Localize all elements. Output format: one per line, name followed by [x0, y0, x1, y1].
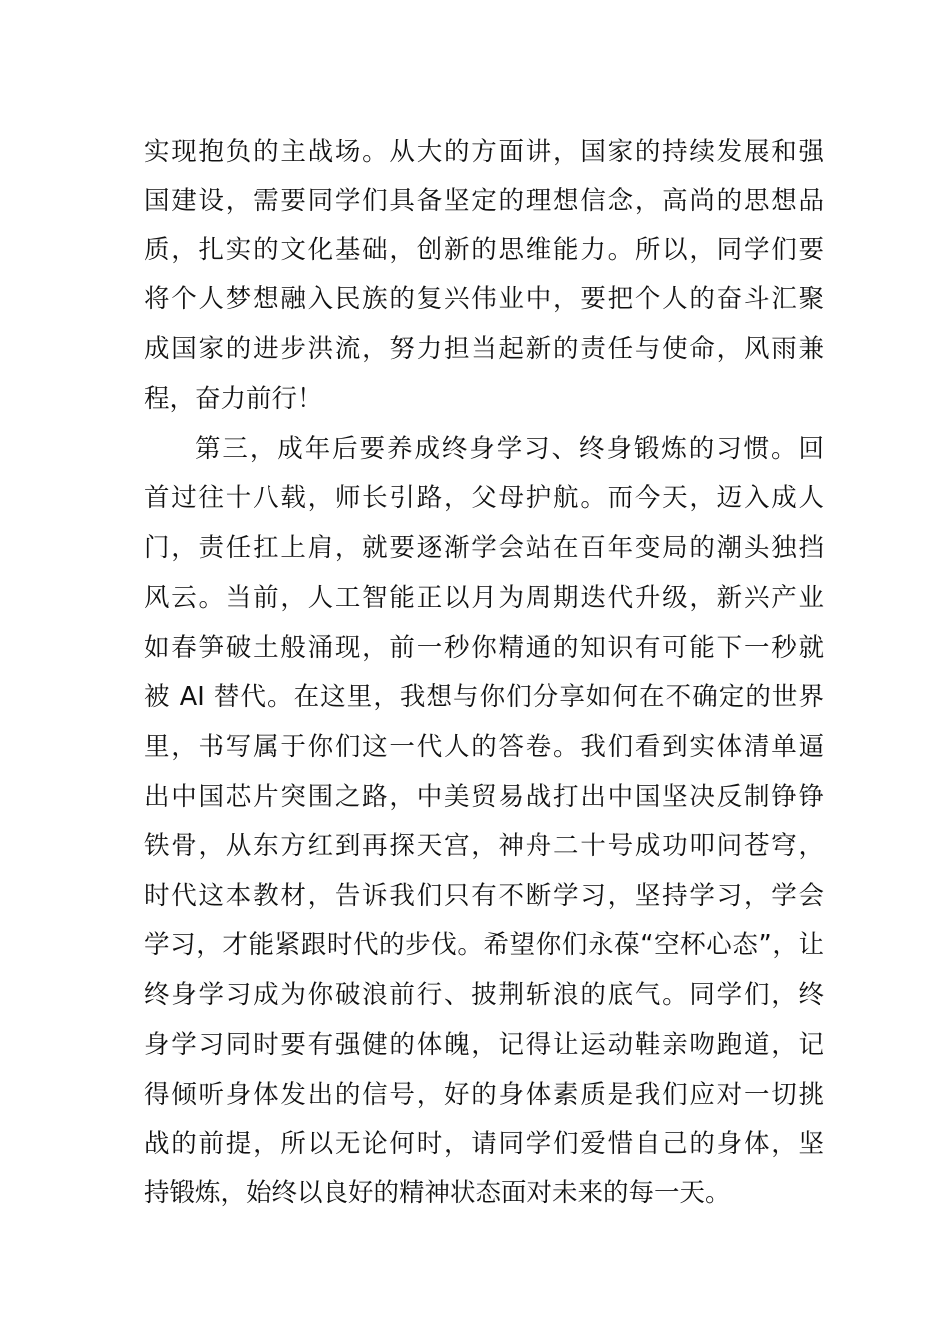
text-line: 质，扎实的文化基础，创新的思维能力。所以，同学们要: [144, 235, 824, 265]
text-line: 程，奋力前行！: [144, 384, 323, 414]
text-line: 实现抱负的主战场。从大的方面讲，国家的持续发展和强: [144, 137, 824, 167]
text-line: 得倾听身体发出的信号，好的身体素质是我们应对一切挑: [144, 1080, 824, 1110]
text-line: 时代这本教材，告诉我们只有不断学习，坚持学习，学会: [144, 881, 824, 911]
text-line: 如春笋破土般涌现，前一秒你精通的知识有可能下一秒就: [144, 633, 824, 663]
text-line: 成国家的进步洪流，努力担当起新的责任与使命，风雨兼: [144, 334, 824, 364]
text-line: 门，责任扛上肩，就要逐渐学会站在百年变局的潮头独挡: [144, 533, 824, 563]
text-line: 学习，才能紧跟时代的步伐。希望你们永葆“空杯心态”，让: [144, 930, 824, 960]
text-line: 第三，成年后要养成终身学习、终身锻炼的习惯。回: [195, 434, 824, 464]
text-line: 里，书写属于你们这一代人的答卷。我们看到实体清单逼: [144, 732, 824, 762]
text-line: 首过往十八载，师长引路，父母护航。而今天，迈入成人: [144, 483, 824, 513]
text-line: 铁骨，从东方红到再探天宫，神舟二十号成功叩问苍穹，: [144, 831, 824, 861]
text-line: 终身学习成为你破浪前行、披荆斩浪的底气。同学们，终: [144, 980, 824, 1010]
text-line: 战的前提，所以无论何时，请同学们爱惜自己的身体，坚: [144, 1129, 824, 1159]
text-line: 持锻炼，始终以良好的精神状态面对未来的每一天。: [144, 1178, 731, 1208]
text-line: 身学习同时要有强健的体魄，记得让运动鞋亲吻跑道，记: [144, 1030, 824, 1060]
text-line: 将个人梦想融入民族的复兴伟业中，要把个人的奋斗汇聚: [144, 284, 824, 314]
text-line: 被 AI 替代。在这里，我想与你们分享如何在不确定的世界: [144, 682, 824, 712]
text-line: 风云。当前，人工智能正以月为周期迭代升级，新兴产业: [144, 583, 824, 613]
text-line: 国建设，需要同学们具备坚定的理想信念，高尚的思想品: [144, 186, 824, 216]
text-line: 出中国芯片突围之路，中美贸易战打出中国坚决反制铮铮: [144, 782, 824, 812]
